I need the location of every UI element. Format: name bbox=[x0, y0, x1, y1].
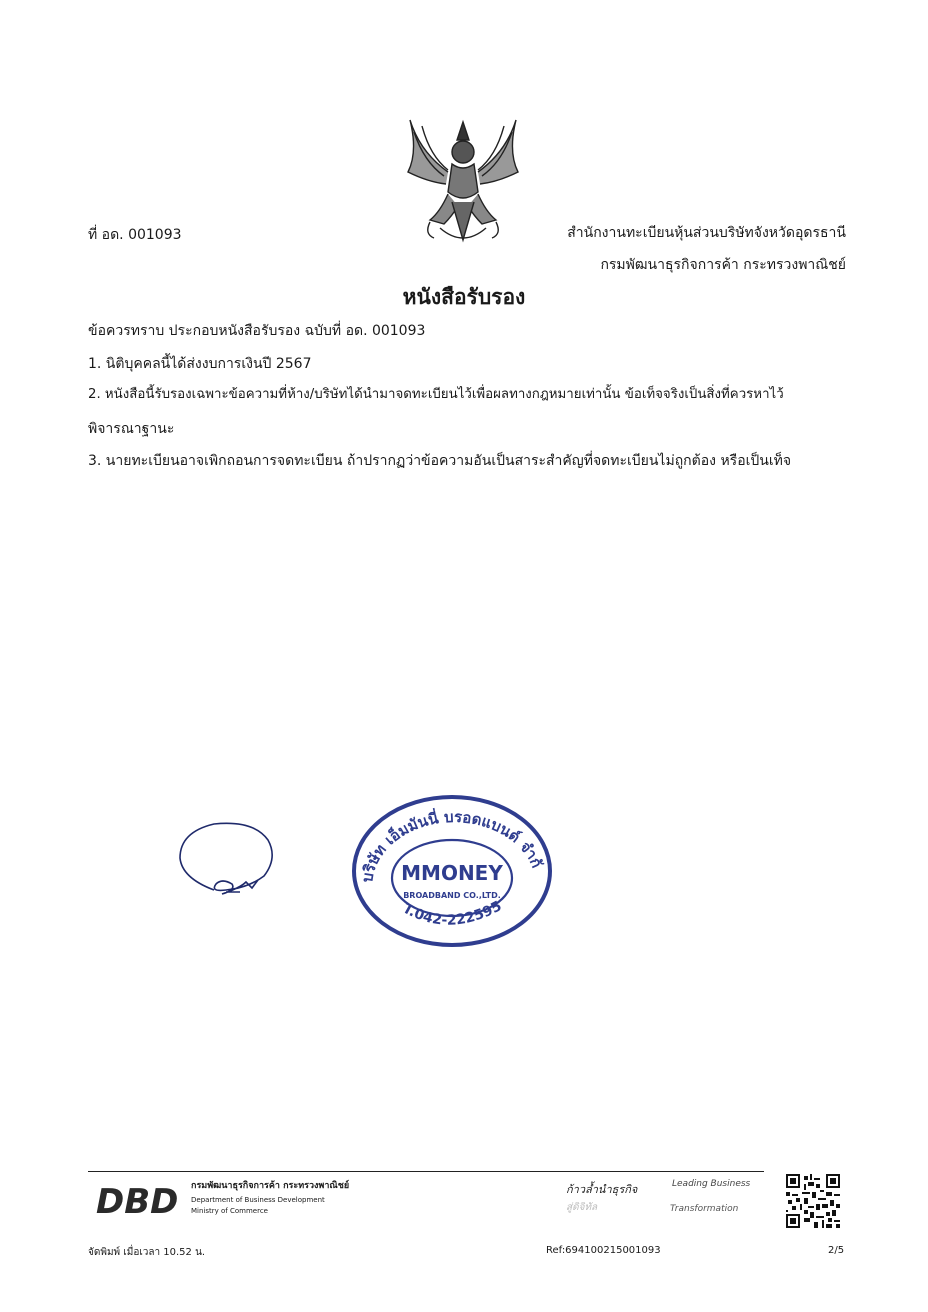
footer-slogan-en-2: Transformation bbox=[670, 1204, 739, 1214]
notice-item-2: 2. หนังสือนี้รับรองเฉพาะข้อความที่ห้าง/บริษัทได้นำมาจดทะเบียนไว้เพื่อผลทางกฎหมายเท่านั้น ข้อเท็จจริงเป็นสิ่งที่ควรหาไว้ bbox=[88, 387, 784, 402]
reference-number: Ref:694100215001093 bbox=[546, 1245, 661, 1256]
dbd-logo bbox=[94, 1180, 184, 1218]
office-name: สำนักงานทะเบียนหุ้นส่วนบริษัทจังหวัดอุดรธานี bbox=[567, 225, 846, 241]
qr-code-icon bbox=[786, 1174, 840, 1228]
department-ministry: กรมพัฒนาธุรกิจการค้า กระทรวงพาณิชย์ bbox=[600, 257, 846, 273]
garuda-emblem-icon bbox=[400, 112, 526, 252]
footer-slogan-th: ก้าวล้ำนำธุรกิจ bbox=[566, 1183, 638, 1196]
stamp-subtitle: BROADBAND CO.,LTD. bbox=[403, 891, 501, 900]
footer-dept-en: Department of Business Development bbox=[191, 1196, 325, 1204]
page-number: 2/5 bbox=[828, 1245, 845, 1256]
print-time: จัดพิมพ์ เมื่อเวลา 10.52 น. bbox=[88, 1247, 206, 1258]
footer-rule bbox=[88, 1171, 764, 1172]
footer-slogan-th-2: สู่ดิจิทัล bbox=[566, 1202, 598, 1213]
notice-item-1: 1. นิติบุคคลนี้ได้ส่งงบการเงินปี 2567 bbox=[88, 356, 312, 372]
stamp-arc-text: บริษัท เอ็มมันนี่ บรอดแบนด์ จำกั bbox=[358, 807, 546, 884]
page-title: หนังสือรับรอง bbox=[402, 285, 526, 309]
footer-dept-th: กรมพัฒนาธุรกิจการค้า กระทรวงพาณิชย์ bbox=[191, 1181, 350, 1191]
document-number: ที่ อด. 001093 bbox=[88, 227, 182, 243]
notice-intro: ข้อควรทราบ ประกอบหนังสือรับรอง ฉบับที่ อด. 001093 bbox=[88, 323, 426, 339]
notice-item-3: 3. นายทะเบียนอาจเพิกถอนการจดทะเบียน ถ้าปรากฏว่าข้อความอันเป็นสาระสำคัญที่จดทะเบียนไม่ถูกต้อง หรือเป็นเท็จ bbox=[88, 453, 792, 469]
signature bbox=[174, 818, 284, 902]
notice-item-2-cont: พิจารณาฐานะ bbox=[88, 421, 175, 437]
company-stamp bbox=[350, 792, 554, 950]
svg-text:DBD: DBD bbox=[96, 1182, 179, 1218]
footer-slogan-en: Leading Business bbox=[672, 1179, 751, 1189]
stamp-company-name: MMONEY bbox=[401, 861, 503, 885]
stamp-phone: T.042-222595 bbox=[399, 898, 505, 929]
svg-text:T.042-222595 bbox=[400, 898, 505, 929]
footer-ministry-en: Ministry of Commerce bbox=[191, 1207, 268, 1215]
